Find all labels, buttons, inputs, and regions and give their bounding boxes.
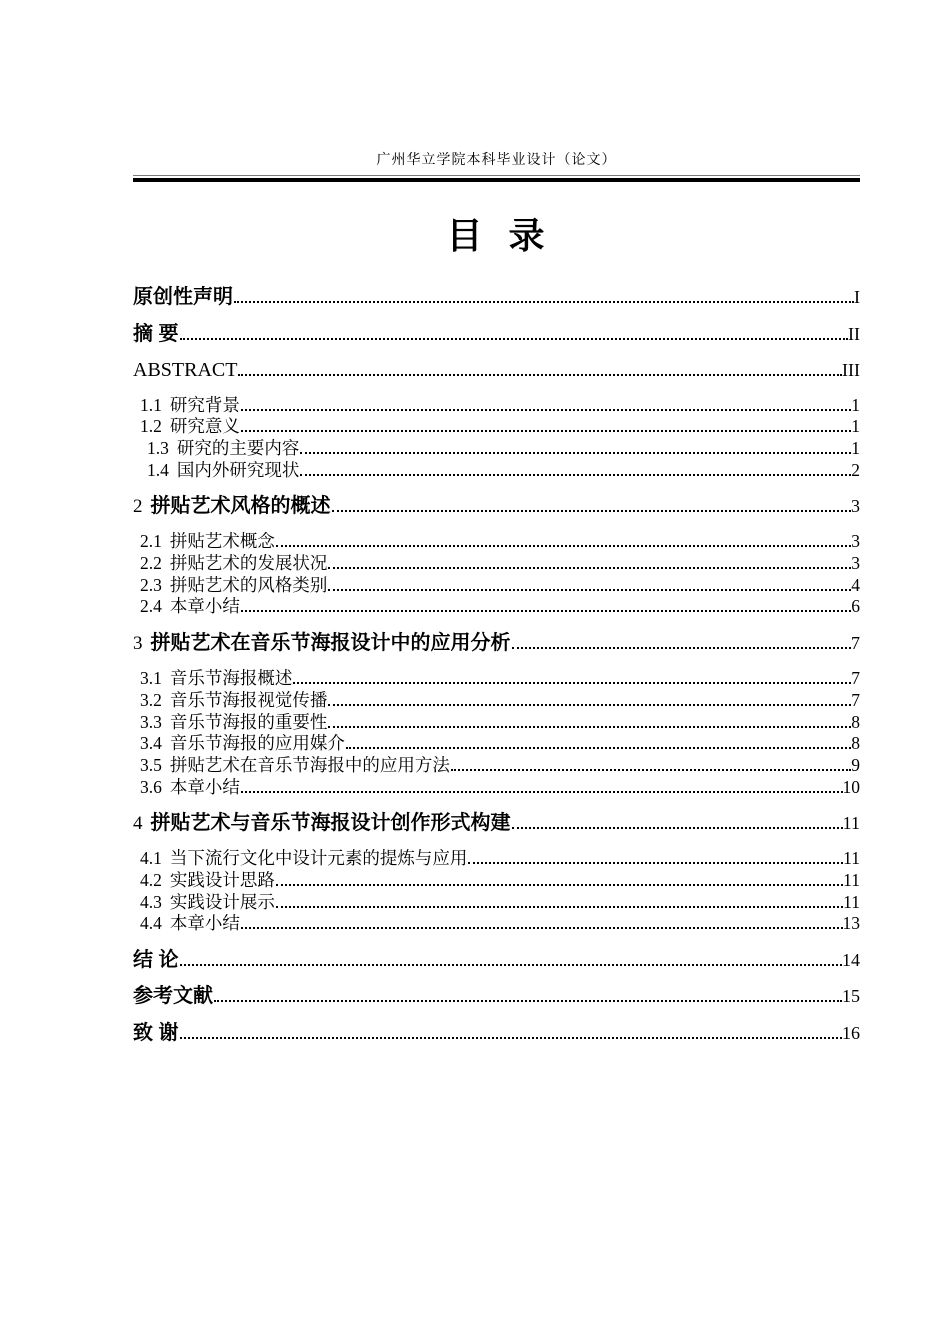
- toc-entry-page: 14: [842, 949, 860, 970]
- header-rule: [133, 175, 860, 182]
- dot-leader: [276, 906, 843, 908]
- toc-entry-label: 本章小结: [169, 913, 240, 934]
- toc-entry-page: III: [842, 360, 860, 380]
- toc-entry-number: 3: [133, 632, 143, 654]
- toc-entry-number: 1.4: [147, 459, 169, 480]
- toc-entry-number: 3.3: [140, 711, 162, 732]
- toc-entry-page: 13: [842, 913, 860, 934]
- dot-leader: [512, 827, 843, 829]
- toc-entry[interactable]: [133, 913, 860, 935]
- toc-entry-number: 1.3: [147, 437, 169, 458]
- toc-entry-number: 2.1: [140, 531, 162, 552]
- toc-entry-page: 2: [851, 459, 860, 480]
- toc-entry-number: 2.2: [140, 553, 162, 574]
- toc-entry[interactable]: [133, 322, 860, 346]
- toc-entry[interactable]: [133, 460, 860, 482]
- toc-entry-page: 4: [851, 574, 860, 595]
- dot-leader: [346, 747, 851, 749]
- toc-entry-page: 8: [851, 711, 860, 732]
- toc-entry-label: 音乐节海报的重要性: [169, 711, 328, 732]
- dot-leader: [328, 726, 851, 728]
- dot-leader: [276, 545, 851, 547]
- toc-entry-page: 16: [842, 1022, 860, 1043]
- dot-leader: [300, 474, 851, 476]
- toc-entry[interactable]: [133, 733, 860, 755]
- toc-entry-label: ABSTRACT: [133, 359, 238, 381]
- toc-entry-page: 7: [851, 689, 860, 710]
- dot-leader: [241, 409, 851, 411]
- toc-entry-page: I: [854, 287, 860, 307]
- dot-leader: [293, 682, 851, 684]
- toc-entry-page: 11: [843, 891, 860, 912]
- page-title: 目 录: [446, 215, 547, 256]
- dot-leader: [468, 862, 843, 864]
- toc-entry[interactable]: [133, 395, 860, 417]
- toc-entry[interactable]: [133, 416, 860, 438]
- dot-leader: [180, 964, 842, 966]
- toc-entry-label: 实践设计思路: [169, 870, 275, 891]
- toc-entry-number: 3.4: [140, 733, 162, 754]
- toc-entry[interactable]: [133, 285, 860, 309]
- toc-entry-page: 9: [851, 754, 860, 775]
- toc-entry-page: 1: [851, 394, 860, 415]
- dot-leader: [241, 430, 851, 432]
- toc-entry[interactable]: [133, 494, 860, 519]
- toc-entry[interactable]: [133, 755, 860, 777]
- toc-entry-label: 实践设计展示: [169, 891, 275, 912]
- toc-entry[interactable]: [133, 848, 860, 870]
- toc-entry-page: 11: [843, 848, 860, 869]
- dot-leader: [180, 338, 848, 340]
- toc-entry[interactable]: [133, 777, 860, 799]
- toc-entry-label: 音乐节海报视觉传播: [169, 689, 328, 710]
- toc-entry-label: 音乐节海报概述: [169, 668, 293, 689]
- dot-leader: [328, 567, 851, 569]
- toc-entry[interactable]: [133, 870, 860, 892]
- toc-entry-page: 11: [843, 870, 860, 891]
- dot-leader: [241, 927, 843, 929]
- toc-entry-label: 当下流行文化中设计元素的提炼与应用: [169, 848, 468, 869]
- toc-entry[interactable]: [133, 1021, 860, 1045]
- dot-leader: [214, 1000, 842, 1002]
- toc-entry-label: 音乐节海报的应用媒介: [169, 733, 345, 754]
- toc-entry-page: 3: [851, 531, 860, 552]
- toc-entry-label: 拼贴艺术与音乐节海报设计创作形式构建: [150, 811, 511, 834]
- toc-entry-number: 3.6: [140, 776, 162, 797]
- toc-entry-page: II: [848, 323, 860, 344]
- toc-entry-label: 本章小结: [169, 596, 240, 617]
- toc-entry[interactable]: [133, 553, 860, 575]
- toc-entry[interactable]: [133, 712, 860, 734]
- toc-entry-page: 3: [851, 553, 860, 574]
- dot-leader: [180, 1037, 842, 1039]
- toc-entry-number: 4.1: [140, 848, 162, 869]
- toc-entry-label: 摘 要: [133, 322, 179, 345]
- toc-entry-label: 拼贴艺术风格的概述: [150, 494, 331, 517]
- toc-entry-label: 结 论: [133, 948, 179, 971]
- toc-entry-page: 11: [842, 812, 860, 833]
- toc-entry-label: 研究背景: [169, 394, 240, 415]
- toc-entry-label: 国内外研究现状: [176, 459, 300, 480]
- toc-entry-label: 致 谢: [133, 1021, 179, 1044]
- toc-entry-label: 拼贴艺术概念: [169, 531, 275, 552]
- dot-leader: [328, 704, 851, 706]
- toc-entry-number: 4: [133, 812, 143, 834]
- toc-entry-page: 1: [851, 437, 860, 458]
- toc-entry[interactable]: [133, 358, 860, 382]
- page-content: [133, 0, 860, 1057]
- dot-leader: [276, 884, 843, 886]
- dot-leader: [451, 769, 851, 771]
- toc-entry-page: 1: [851, 416, 860, 437]
- toc-entry[interactable]: [133, 531, 860, 553]
- toc-entry-label: 研究意义: [169, 416, 240, 437]
- dot-leader: [328, 589, 851, 591]
- toc-entry-number: 4.3: [140, 891, 162, 912]
- dot-leader: [234, 301, 854, 303]
- toc-entry-label: 拼贴艺术的风格类别: [169, 574, 328, 595]
- toc-entry-number: 2: [133, 495, 143, 517]
- toc-entry[interactable]: [133, 948, 860, 972]
- toc-entry-number: 1.1: [140, 394, 162, 415]
- dot-leader: [300, 452, 851, 454]
- toc-entry-number: 2.4: [140, 596, 162, 617]
- dot-leader: [512, 647, 852, 649]
- running-header: 广州华立学院本科毕业设计（论文）: [376, 153, 617, 168]
- dot-leader: [332, 510, 852, 512]
- toc-entry-number: 1.2: [140, 416, 162, 437]
- toc: [133, 285, 860, 1045]
- toc-entry[interactable]: [133, 596, 860, 618]
- toc-entry-page: 6: [851, 596, 860, 617]
- toc-entry-page: 3: [851, 495, 860, 516]
- toc-entry-label: 原创性声明: [133, 286, 233, 308]
- toc-entry-page: 7: [851, 668, 860, 689]
- dot-leader: [241, 791, 843, 793]
- toc-entry-label: 参考文献: [133, 985, 213, 1008]
- toc-entry-number: 3.2: [140, 689, 162, 710]
- toc-entry-label: 拼贴艺术在音乐节海报中的应用方法: [169, 754, 450, 775]
- dot-leader: [241, 610, 851, 612]
- toc-entry-number: 4.4: [140, 913, 162, 934]
- toc-entry-page: 15: [842, 986, 860, 1007]
- toc-entry-label: 拼贴艺术在音乐节海报设计中的应用分析: [150, 631, 511, 654]
- toc-entry-number: 3.1: [140, 668, 162, 689]
- toc-entry[interactable]: [133, 438, 860, 460]
- toc-entry-label: 本章小结: [169, 776, 240, 797]
- toc-entry[interactable]: [133, 984, 860, 1008]
- toc-entry[interactable]: [133, 631, 860, 656]
- toc-entry-label: 拼贴艺术的发展状况: [169, 553, 328, 574]
- toc-entry-page: 7: [851, 632, 860, 653]
- toc-entry[interactable]: [133, 690, 860, 712]
- toc-entry-number: 4.2: [140, 870, 162, 891]
- toc-entry[interactable]: [133, 668, 860, 690]
- toc-entry-number: 3.5: [140, 754, 162, 775]
- toc-entry-page: 10: [842, 776, 860, 797]
- dot-leader: [238, 374, 842, 376]
- toc-entry[interactable]: [133, 892, 860, 914]
- toc-entry[interactable]: [133, 811, 860, 836]
- toc-entry-label: 研究的主要内容: [176, 437, 300, 458]
- toc-entry[interactable]: [133, 575, 860, 597]
- toc-entry-page: 8: [851, 733, 860, 754]
- toc-entry-number: 2.3: [140, 574, 162, 595]
